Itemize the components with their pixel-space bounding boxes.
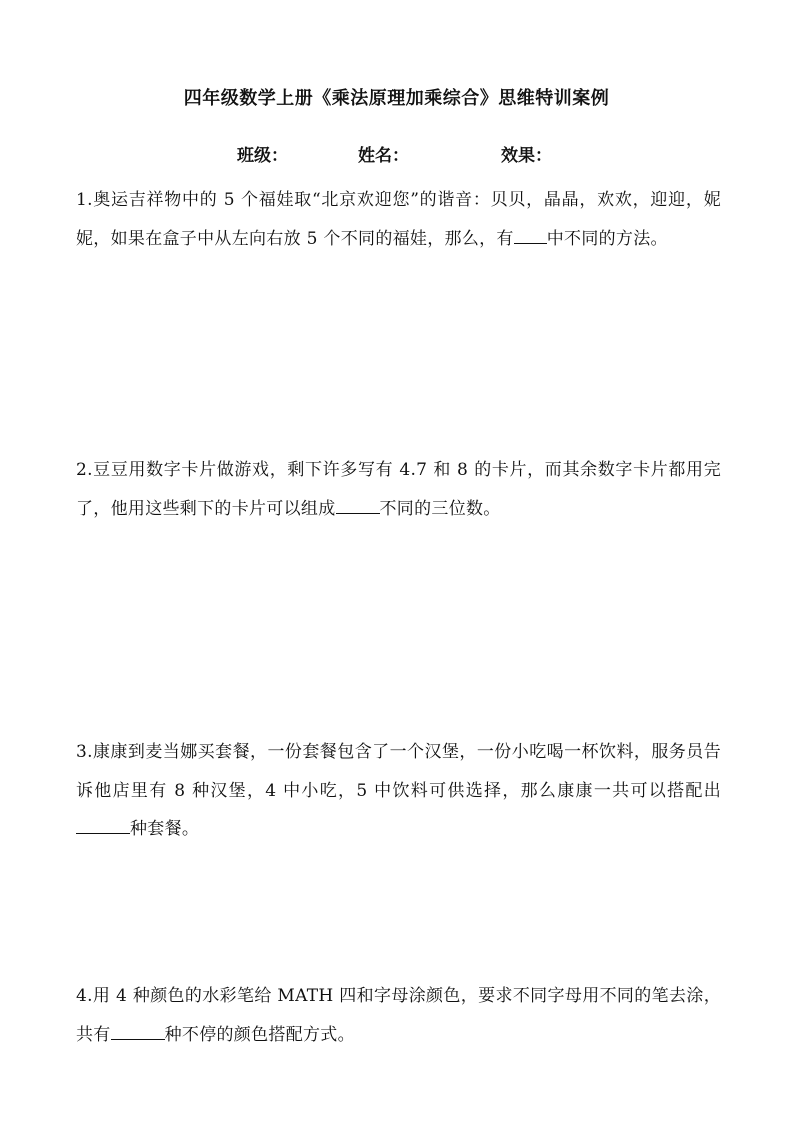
class-label: 班级： xyxy=(237,146,288,166)
question-3-text-before: 3.康康到麦当娜买套餐，一份套餐包含了一个汉堡，一份小吃喝一杯饮料，服务员告诉他店里有 8 种汉堡，4 中小吃，5 中饮料可供选择，那么康康一共可以搭配出 xyxy=(76,742,721,801)
question-2-text-before: 2.豆豆用数字卡片做游戏，剩下许多写有 4.7 和 8 的卡片，而其余数字卡片都用完了，他用这些剩下的卡片可以组成 xyxy=(76,460,721,519)
question-3-answer-blank[interactable] xyxy=(76,816,130,834)
question-2-text-after: 不同的三位数。 xyxy=(379,498,501,519)
question-3-text-after: 种套餐。 xyxy=(130,819,200,839)
question-1-text-after: 中不同的方法。 xyxy=(546,228,668,249)
page-title: 四年级数学上册《乘法原理加乘综合》思维特训案例 xyxy=(183,88,610,109)
student-info-row xyxy=(0,141,793,165)
question-1-answer-blank[interactable] xyxy=(514,226,547,244)
question-4-text-before: 4.用 4 种颜色的水彩笔给 MATH 四和字母涂颜色，要求不同字母用不同的笔去涂，共有 xyxy=(76,986,721,1045)
result-label: 效果： xyxy=(501,146,552,166)
question-4 xyxy=(76,977,721,1054)
question-1-text-before: 1.奥运吉祥物中的 5 个福娃取“北京欢迎您”的谐音：贝贝，晶晶，欢欢，迎迎，妮妮，如果在盒子中从左向右放 5 个不同的福娃，那么，有 xyxy=(76,190,721,249)
name-label: 姓名： xyxy=(358,146,409,166)
question-2-answer-blank[interactable] xyxy=(336,496,380,514)
question-2 xyxy=(76,451,721,528)
question-3 xyxy=(76,733,721,849)
question-1 xyxy=(76,181,721,258)
question-4-answer-blank[interactable] xyxy=(111,1022,165,1040)
question-4-text-after: 种不停的颜色搭配方式。 xyxy=(164,1024,355,1045)
